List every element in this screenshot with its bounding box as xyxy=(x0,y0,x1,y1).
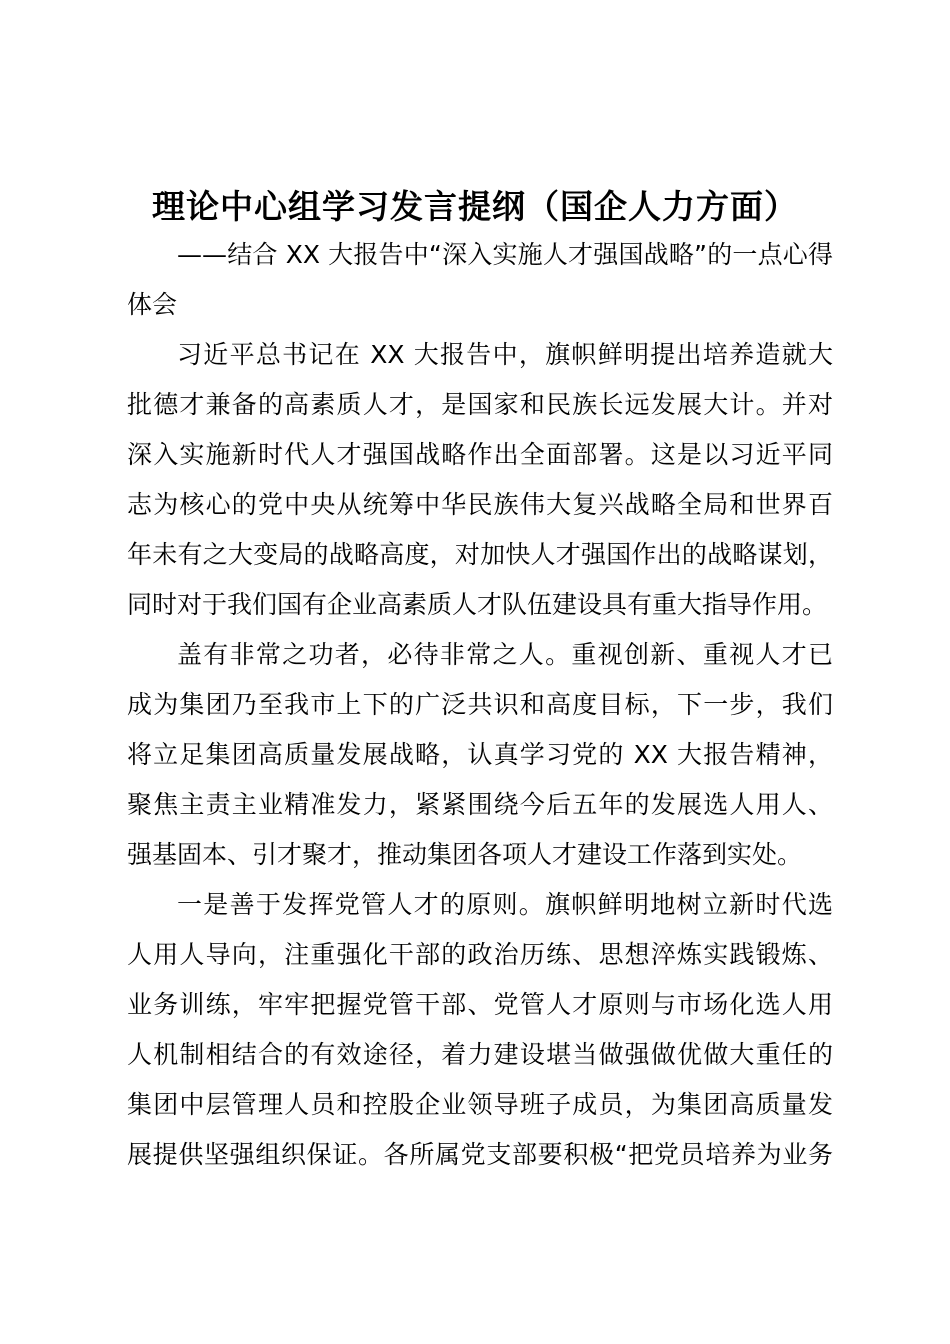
paragraph-line: 展提供坚强组织保证。各所属党支部要积极“把党员培养为业务 xyxy=(127,1140,833,1169)
subtitle-line: 体会 xyxy=(127,290,178,319)
subtitle-line: ——结合 XX 大报告中“深入实施人才强国战略”的一点心得 xyxy=(177,240,833,269)
paragraph-line: 人机制相结合的有效途径，着力建设堪当做强做优做大重任的 xyxy=(127,1040,833,1069)
paragraph-line: 强基固本、引才聚才，推动集团各项人才建设工作落到实处。 xyxy=(127,840,803,869)
paragraph-line: 习近平总书记在 XX 大报告中，旗帜鲜明提出培养造就大 xyxy=(177,340,833,369)
document-subtitle xyxy=(127,230,833,330)
paragraph-line: 年未有之大变局的战略高度，对加快人才强国作出的战略谋划， xyxy=(127,540,833,569)
paragraph-line: 聚焦主责主业精准发力，紧紧围绕今后五年的发展选人用人、 xyxy=(127,790,833,819)
paragraph-line: 志为核心的党中央从统筹中华民族伟大复兴战略全局和世界百 xyxy=(127,490,833,519)
paragraph-line: 同时对于我们国有企业高素质人才队伍建设具有重大指导作用。 xyxy=(127,590,828,619)
paragraph-line: 批德才兼备的高素质人才，是国家和民族长远发展大计。并对 xyxy=(127,390,833,419)
paragraph-line: 集团中层管理人员和控股企业领导班子成员，为集团高质量发 xyxy=(127,1090,833,1119)
document-title: 理论中心组学习发言提纲（国企人力方面） xyxy=(152,187,798,226)
paragraph xyxy=(127,330,833,630)
paragraph xyxy=(127,630,833,880)
paragraph-line: 深入实施新时代人才强国战略作出全面部署。这是以习近平同 xyxy=(127,440,833,469)
paragraph-line: 成为集团乃至我市上下的广泛共识和高度目标，下一步，我们 xyxy=(127,690,833,719)
document-body xyxy=(127,230,833,1180)
paragraph-line: 人用人导向，注重强化干部的政治历练、思想淬炼实践锻炼、 xyxy=(127,940,833,969)
paragraph-line: 一是善于发挥党管人才的原则。旗帜鲜明地树立新时代选 xyxy=(177,890,833,919)
paragraph-line: 将立足集团高质量发展战略，认真学习党的 XX 大报告精神， xyxy=(127,740,833,769)
paragraph xyxy=(127,880,833,1180)
paragraph-line: 业务训练，牢牢把握党管干部、党管人才原则与市场化选人用 xyxy=(127,990,833,1019)
paragraph-line: 盖有非常之功者，必待非常之人。重视创新、重视人才已 xyxy=(177,640,833,669)
